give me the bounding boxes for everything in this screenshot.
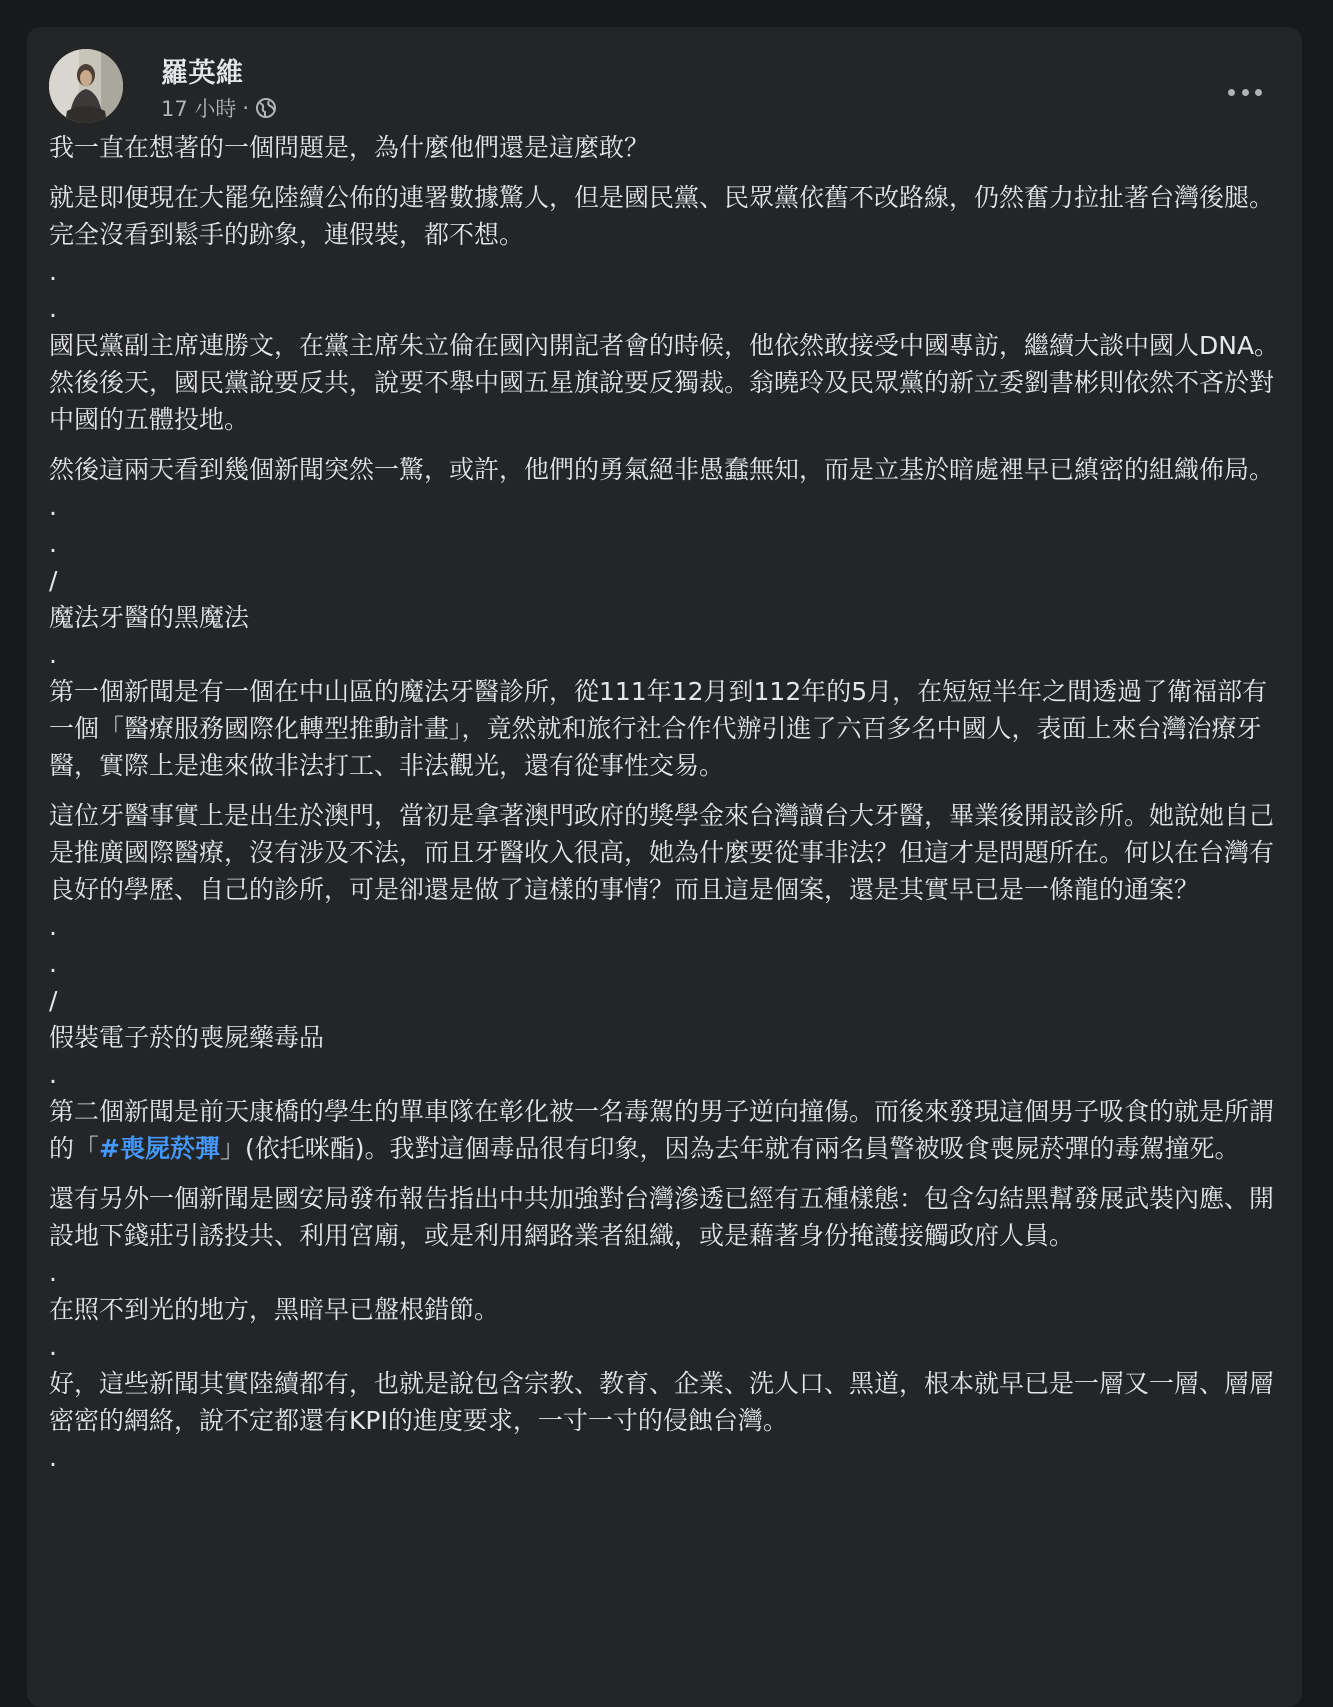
author-avatar[interactable] [49, 49, 123, 123]
post-paragraph: 在照不到光的地方，黑暗早已盤根錯節。 [49, 1295, 500, 1324]
meta-separator: · [242, 96, 250, 120]
post-dot: . [49, 529, 57, 558]
post-dot: . [49, 1332, 57, 1361]
post-dot: . [49, 912, 57, 941]
paragraph-text: 第二個新聞是前天康橋的學生的單車隊在彰化被一名毒駕的男子逆向撞傷。而後來發現這個男子吸食的就是所謂的「 [49, 1097, 1275, 1163]
post-paragraph: 就是即便現在大罷免陸續公佈的連署數據驚人，但是國民黨、民眾黨依舊不改路線，仍然奮力拉扯著台灣後腿。完全沒看到鬆手的跡象，連假裝，都不想。 [49, 183, 1275, 249]
post-dot: . [49, 1443, 57, 1472]
hashtag-link[interactable]: #喪屍菸彈 [99, 1134, 220, 1163]
post-paragraph: 還有另外一個新聞是國安局發布報告指出中共加強對台灣滲透已經有五種樣態：包含勾結黑幫發展武裝內應、開設地下錢莊引誘投共、利用宮廟，或是利用網路業者組織，或是藉著身份掩護接觸政府人員。 [49, 1184, 1275, 1250]
post-paragraph: 然後這兩天看到幾個新聞突然一驚，或許，他們的勇氣絕非愚蠢無知，而是立基於暗處裡早已縝密的組織佈局。 [49, 455, 1275, 484]
section-title: 魔法牙醫的黑魔法 [49, 603, 250, 632]
post-card [27, 27, 1302, 1707]
post-meta [161, 93, 277, 123]
post-dot: . [49, 1060, 57, 1089]
post-body [49, 129, 1289, 1476]
post-slash: / [49, 566, 58, 595]
avatar-image [49, 49, 123, 123]
post-header [49, 49, 1280, 125]
more-options-icon[interactable] [1228, 85, 1262, 99]
post-dot: . [49, 294, 57, 323]
post-paragraph: 我一直在想著的一個問題是，為什麼他們還是這麼敢？ [49, 133, 650, 162]
post-paragraph: 第一個新聞是有一個在中山區的魔法牙醫診所，從111年12月到112年的5月，在短短半年之間透過了衛福部有一個「醫療服務國際化轉型推動計畫」，竟然就和旅行社合作代辦引進了六百多名中國人，表面上來台灣治療牙醫，實際上是進來做非法打工、非法觀光，還有從事性交易。 [49, 677, 1268, 780]
section-title: 假裝電子菸的喪屍藥毒品 [49, 1023, 325, 1052]
post-paragraph: 國民黨副主席連勝文，在黨主席朱立倫在國內開記者會的時候，他依然敢接受中國專訪，繼續大談中國人DNA。然後後天，國民黨說要反共，說要不舉中國五星旗說要反獨裁。翁曉玲及民眾黨的新立委劉書彬則依然不吝於對中國的五體投地。 [49, 331, 1280, 434]
paragraph-text: 」(依托咪酯)。我對這個毒品很有印象，因為去年就有兩名員警被吸食喪屍菸彈的毒駕撞死。 [219, 1134, 1240, 1163]
post-paragraph: 這位牙醫事實上是出生於澳門，當初是拿著澳門政府的獎學金來台灣讀台大牙醫，畢業後開設診所。她說她自己是推廣國際醫療，沒有涉及不法，而且牙醫收入很高，她為什麼要從事非法？但這才是問題所在。何以在台灣有良好的學歷、自己的診所，可是卻還是做了這樣的事情？而且這是個案，還是其實早已是一條龍的通案？ [49, 801, 1275, 904]
post-slash: / [49, 986, 58, 1015]
post-timestamp[interactable]: 17 小時 [161, 97, 237, 121]
post-dot: . [49, 257, 57, 286]
post-paragraph: 好，這些新聞其實陸續都有，也就是說包含宗教、教育、企業、洗人口、黑道，根本就早已是一層又一層、層層密密的網絡，說不定都還有KPI的進度要求，一寸一寸的侵蝕台灣。 [49, 1369, 1275, 1435]
post-dot: . [49, 640, 57, 669]
post-dot: . [49, 1258, 57, 1287]
post-paragraph-with-hashtag [49, 1093, 1289, 1167]
author-name[interactable]: 羅英維 [161, 58, 244, 89]
globe-icon[interactable] [255, 97, 277, 119]
post-dot: . [49, 949, 57, 978]
post-dot: . [49, 492, 57, 521]
